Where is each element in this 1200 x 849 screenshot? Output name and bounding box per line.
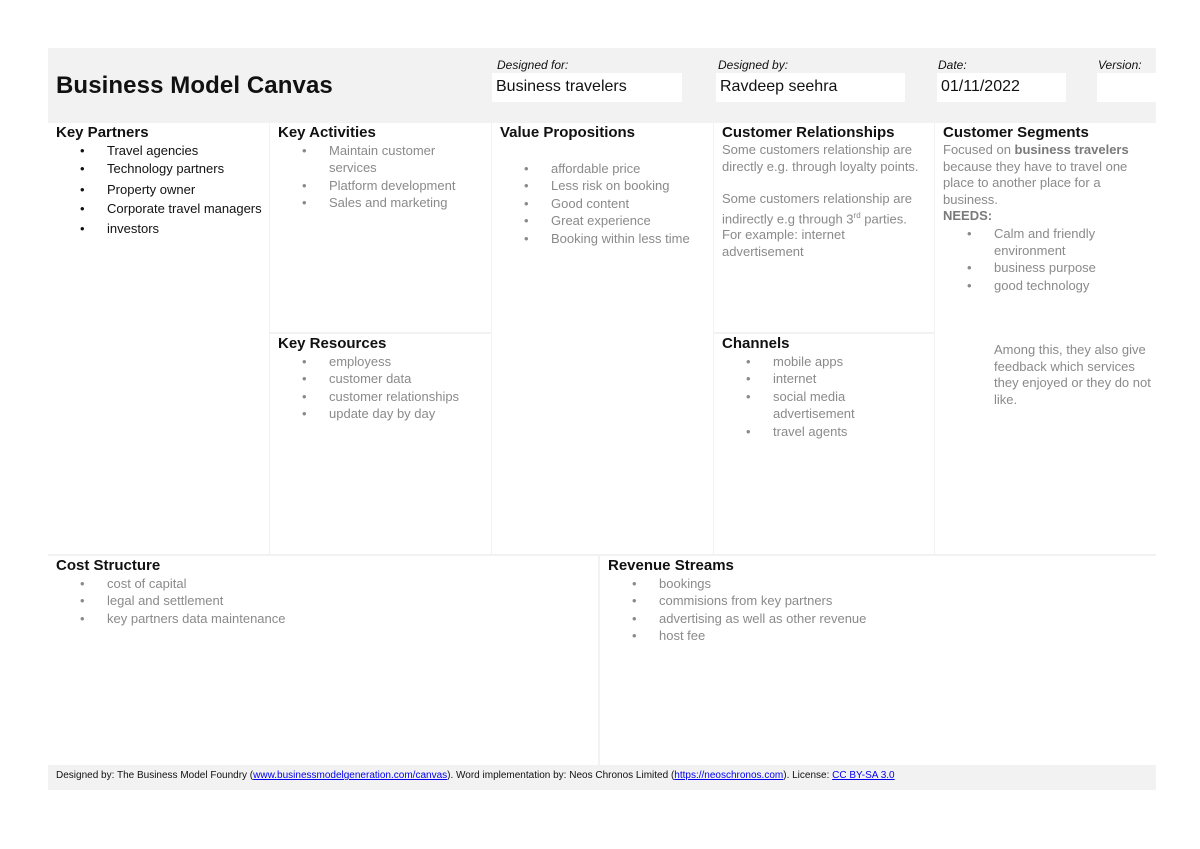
- key-resources-title: Key Resources: [278, 335, 387, 352]
- key-partners-section: [48, 123, 269, 554]
- value-propositions-title: Value Propositions: [500, 124, 636, 141]
- list-item: • mobile apps: [722, 353, 928, 370]
- date-label: Date:: [938, 58, 967, 72]
- designed-for-field[interactable]: Business travelers: [492, 73, 682, 102]
- list-item: • key partners data maintenance: [56, 610, 592, 627]
- key-partners-title: Key Partners: [56, 124, 149, 141]
- list-item: • bookings: [608, 575, 1150, 592]
- key-partners-list: [56, 142, 263, 237]
- list-item: • customer relationships: [278, 388, 485, 405]
- cost-structure-section: [48, 556, 598, 765]
- key-activities-list: [278, 142, 485, 212]
- list-item: • internet: [722, 370, 928, 387]
- page-title: Business Model Canvas: [56, 72, 333, 99]
- segments-intro-text: Focused on business travelers because they have to travel one place to another place for a business.: [943, 142, 1129, 207]
- needs-list: [943, 225, 1150, 295]
- list-item: • Great experience: [500, 212, 707, 229]
- list-item: • Property owner: [56, 181, 263, 198]
- cost-structure-list: [56, 575, 592, 627]
- designed-for-label: Designed for:: [497, 58, 569, 72]
- revenue-streams-title: Revenue Streams: [608, 557, 734, 574]
- customer-segments-title: Customer Segments: [943, 124, 1089, 141]
- value-propositions-list: [500, 160, 707, 247]
- list-item: • cost of capital: [56, 575, 592, 592]
- list-item: • advertising as well as other revenue: [608, 610, 1150, 627]
- version-field[interactable]: [1097, 73, 1156, 102]
- footer-attribution: Designed by: The Business Model Foundry (www.businessmodelgeneration.com/canvas). Word implementation by: Neos Chronos Limited (https://neoschronos.com). License: CC BY-SA 3.0: [56, 770, 895, 781]
- channels-title: Channels: [722, 335, 790, 352]
- designed-by-label: Designed by:: [718, 58, 789, 72]
- cost-structure-title: Cost Structure: [56, 557, 161, 574]
- designed-by-field[interactable]: Ravdeep seehra: [716, 73, 905, 102]
- needs-label: NEEDS:: [943, 208, 993, 223]
- list-item: • Calm and friendly environment: [943, 225, 1150, 260]
- key-resources-list: [278, 353, 485, 423]
- version-label: Version:: [1098, 58, 1142, 72]
- list-item: • Technology partners: [56, 160, 263, 177]
- list-item: • Corporate travel managers: [56, 200, 263, 217]
- list-item: • legal and settlement: [56, 592, 592, 609]
- key-activities-section: [270, 123, 491, 332]
- customer-segments-section: [935, 123, 1156, 554]
- segments-feedback-text: Among this, they also give feedback which services they enjoyed or they do not like.: [994, 342, 1151, 407]
- list-item: • affordable price: [500, 160, 707, 177]
- list-item: • Booking within less time: [500, 230, 713, 247]
- relationships-indirect-text: Some customers relationship are indirectly e.g through 3rd parties. For example: internet advertisement: [722, 191, 913, 259]
- revenue-streams-list: [608, 575, 1150, 645]
- list-item: • Sales and marketing: [278, 194, 485, 211]
- list-item: • Platform development: [278, 177, 485, 194]
- businessmodelgeneration-link[interactable]: www.businessmodelgeneration.com/canvas: [253, 770, 448, 781]
- revenue-streams-section: [600, 556, 1156, 765]
- list-item: • travel agents: [722, 423, 928, 440]
- neoschronos-link[interactable]: https://neoschronos.com: [674, 770, 784, 781]
- list-item: • good technology: [943, 277, 1150, 294]
- list-item: • business purpose: [943, 259, 1150, 276]
- customer-relationships-section: [714, 123, 934, 332]
- list-item: • Less risk on booking: [500, 177, 707, 194]
- relationships-direct-text: Some customers relationship are directly e.g. through loyalty points.: [722, 142, 919, 174]
- list-item: • update day by day: [278, 405, 485, 422]
- channels-list: [722, 353, 928, 440]
- date-field[interactable]: 01/11/2022: [937, 73, 1066, 102]
- list-item: • customer data: [278, 370, 485, 387]
- list-item: • Good content: [500, 195, 707, 212]
- list-item: • Travel agencies: [56, 142, 263, 159]
- customer-relationships-title: Customer Relationships: [722, 124, 895, 141]
- list-item: • Maintain customer services: [278, 142, 485, 177]
- value-propositions-section: [492, 123, 713, 554]
- key-activities-title: Key Activities: [278, 124, 376, 141]
- channels-section: [714, 334, 934, 554]
- license-link[interactable]: CC BY-SA 3.0: [832, 770, 895, 781]
- list-item: • investors: [56, 220, 263, 237]
- list-item: • host fee: [608, 627, 1150, 644]
- list-item: • commisions from key partners: [608, 592, 1150, 609]
- list-item: • social media advertisement: [722, 388, 928, 423]
- key-resources-section: [270, 334, 491, 554]
- list-item: • employess: [278, 353, 485, 370]
